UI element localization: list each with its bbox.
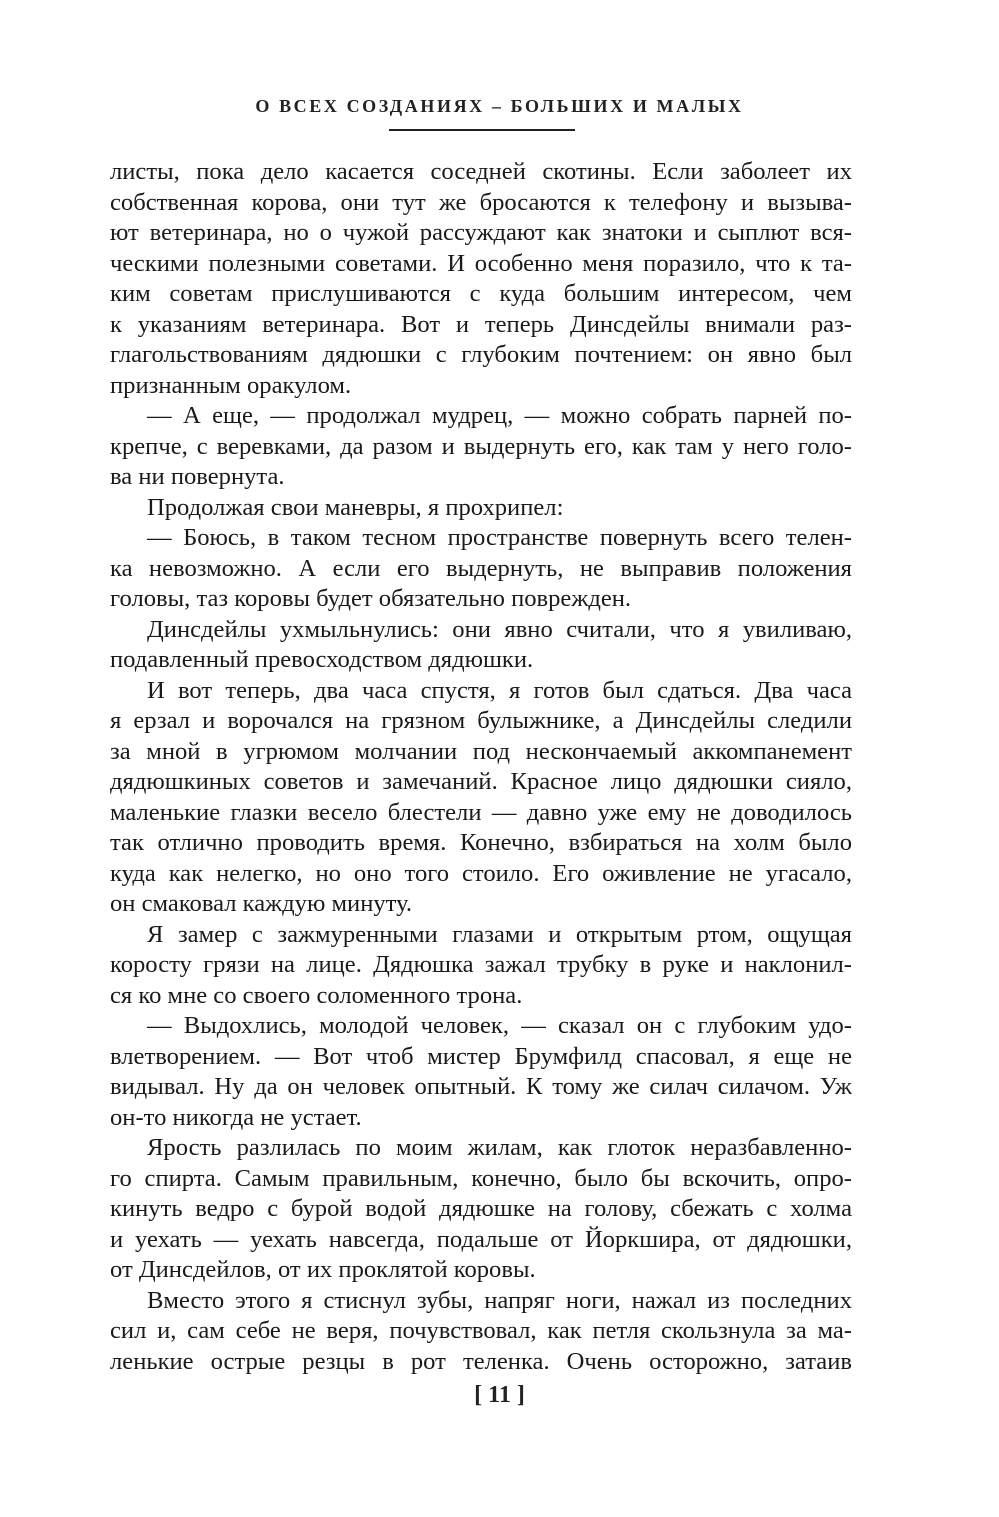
text-line: маленькие глазки весело блестели — давно уже ему не доводилось: [110, 798, 852, 826]
text-line: Динсдейлы ухмыльнулись: они явно считали, что я увиливаю,: [147, 615, 852, 643]
body-text: [110, 157, 852, 1377]
text-line: го спирта. Самым правильным, конечно, было бы вскочить, опро-: [110, 1164, 852, 1192]
text-line: Продолжая свои маневры, я прохрипел:: [147, 493, 564, 521]
text-line: куда как нелегко, но оно того стоило. Его оживление не угасало,: [110, 859, 852, 887]
page-number: [ 11 ]: [474, 1382, 525, 1408]
text-line: он-то никогда не устает.: [110, 1103, 362, 1131]
header-rule: [389, 129, 575, 131]
text-line: от Динсдейлов, от их проклятой коровы.: [110, 1256, 536, 1283]
text-line: ва ни повернута.: [110, 463, 285, 490]
running-title: О ВСЕХ СОЗДАНИЯХ – БОЛЬШИХ И МАЛЫХ: [255, 96, 744, 116]
text-line: — Выдохлись, молодой человек, — сказал он с глубоким удо-: [147, 1012, 852, 1039]
text-line: глагольствованиям дядюшки с глубоким почтением: он явно был: [110, 341, 852, 368]
text-line: ким советам прислушиваются с куда большим интересом, чем: [110, 280, 852, 307]
text-line: признанным оракулом.: [110, 371, 352, 399]
text-line: так отлично проводить время. Конечно, взбираться на холм было: [110, 829, 852, 856]
text-line: ческими полезными советами. И особенно меня поразило, что к та-: [110, 249, 852, 277]
text-line: ленькие острые резцы в рот теленка. Очень осторожно, затаив: [110, 1347, 852, 1375]
text-line: ка невозможно. А если его выдернуть, не выправив положения: [110, 554, 852, 582]
text-line: коросту грязи на лице. Дядюшка зажал трубку в руке и наклонил-: [110, 951, 852, 978]
text-line: — А еще, — продолжал мудрец, — можно собрать парней по-: [147, 402, 852, 429]
text-line: видывал. Ну да он человек опытный. К тому же силач силачом. Уж: [110, 1073, 852, 1100]
text-line: сил и, сам себе не веря, почувствовал, как петля скользнула за ма-: [110, 1317, 852, 1344]
text-line: собственная корова, они тут же бросаются к телефону и вызыва-: [110, 188, 852, 216]
text-line: Вместо этого я стиснул зубы, напряг ноги, нажал из последних: [147, 1286, 852, 1314]
text-line: крепче, с веревками, да разом и выдернуть его, как там у него голо-: [110, 432, 852, 460]
text-line: листы, пока дело касается соседней скотины. Если заболеет их: [110, 158, 852, 185]
text-line: Ярость разлилась по моим жилам, как глоток неразбавленно-: [147, 1134, 852, 1161]
text-line: он смаковал каждую минуту.: [110, 890, 413, 917]
text-line: — Боюсь, в таком тесном пространстве повернуть всего телен-: [147, 524, 852, 551]
text-line: ют ветеринара, но о чужой рассуждают как знатоки и сыплют вся-: [110, 219, 852, 246]
text-line: к указаниям ветеринара. Вот и теперь Динсдейлы внимали раз-: [110, 310, 852, 338]
text-line: я ерзал и ворочался на грязном булыжнике, а Динсдейлы следили: [110, 707, 852, 734]
text-line: за мной в угрюмом молчании под нескончаемый аккомпанемент: [110, 737, 852, 765]
text-line: и уехать — уехать навсегда, подальше от Йоркшира, от дядюшки,: [110, 1225, 852, 1253]
text-line: И вот теперь, два часа спустя, я готов был сдаться. Два часа: [147, 676, 852, 704]
text-line: влетворением. — Вот чтоб мистер Брумфилд спасовал, я еще не: [110, 1042, 852, 1070]
text-line: головы, таз коровы будет обязательно поврежден.: [110, 585, 632, 612]
text-line: кинуть ведро с бурой водой дядюшке на голову, сбежать с холма: [110, 1195, 852, 1222]
text-line: дядюшкиных советов и замечаний. Красное лицо дядюшки сияло,: [110, 768, 852, 795]
text-line: Я замер с зажмуренными глазами и открытым ртом, ощущая: [147, 920, 852, 948]
text-line: ся ко мне со своего соломенного трона.: [110, 981, 523, 1009]
text-line: подавленный превосходством дядюшки.: [110, 646, 534, 673]
